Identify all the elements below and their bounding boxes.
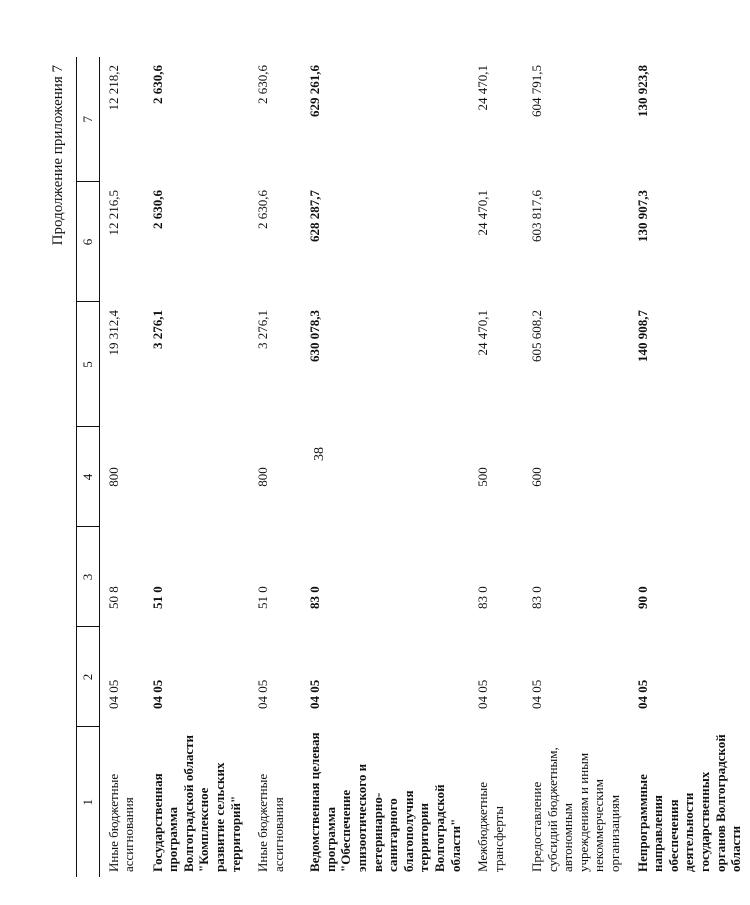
section-code: 04 05 [105,679,121,709]
budget-table [76,57,750,877]
section-code: 04 05 [307,679,323,709]
amount-col7: 2 630,6 [149,65,165,104]
column-header-6: 6 [77,182,100,302]
section-code: 04 05 [475,679,491,709]
expense-type [301,427,469,527]
table-row [249,57,301,877]
appendix-label: Продолжение приложения 7 [50,65,66,246]
amount-col7: 12 218,2 [105,65,121,111]
expense-type [629,427,750,527]
amount-col6: 12 216,5 [105,190,121,236]
row-name: Государственная программа Волгоградской области "Комплексное развитие сельских территорий" [149,734,243,872]
table-row [629,57,750,877]
expense-type: 800 [255,467,271,487]
amount-col5: 19 312,4 [105,310,121,356]
page-number: 38 [312,447,327,461]
row-name: Иные бюджетные ассигнования [105,773,137,872]
amount-col5: 140 908,7 [634,310,650,362]
expense-type: 600 [529,467,545,487]
table-row [144,57,250,877]
amount-col6: 628 287,7 [307,190,323,242]
amount-col5: 24 470,1 [475,310,491,356]
target-code: 51 0 [149,586,165,609]
amount-col5: 605 608,2 [529,310,545,362]
row-name: Непрограммные направления обеспечения деятельности государственных органов Волгоградской области [634,734,744,872]
amount-col6: 24 470,1 [475,190,491,236]
row-name: Ведомственная целевая программа "Обеспечение эпизоотического и ветеринарно-санитарного благополучия территории Волгоградской области" [307,732,463,872]
column-header-3: 3 [77,527,100,627]
amount-col6: 603 817,6 [529,190,545,242]
amount-col6: 2 630,6 [149,190,165,229]
amount-col5: 3 276,1 [149,310,165,349]
target-code: 83 0 [529,586,545,609]
expense-type [144,427,250,527]
column-header-4: 4 [77,427,100,527]
row-name: Предоставление субсидий бюджетным, автономным учреждениям и иным некоммерческим организациям [529,747,623,872]
amount-col5: 630 078,3 [307,310,323,362]
amount-col5: 3 276,1 [255,310,271,349]
target-code: 51 0 [255,586,271,609]
column-header-1: 1 [77,727,100,877]
table-row [301,57,469,877]
table-row [99,57,144,877]
amount-col6: 130 907,3 [634,190,650,242]
target-code: 90 0 [634,586,650,609]
target-code: 83 0 [475,586,491,609]
amount-col7: 604 791,5 [529,65,545,117]
amount-col7: 2 630,6 [255,65,271,104]
column-header-2: 2 [77,627,100,727]
row-name: Иные бюджетные ассигнования [255,773,286,872]
table-header-row [77,57,100,877]
amount-col6: 2 630,6 [255,190,271,229]
document-body [40,45,744,885]
target-code: 83 0 [307,586,323,609]
section-code: 04 05 [149,679,165,709]
row-name: Межбюджетные трансферты [475,782,506,872]
amount-col7: 24 470,1 [475,65,491,111]
expense-type: 800 [105,467,121,487]
section-code: 04 05 [634,679,650,709]
table-row [523,57,629,877]
amount-col7: 130 923,8 [634,65,650,117]
expense-type: 500 [475,467,491,487]
section-code: 04 05 [255,679,271,709]
amount-col7: 629 261,6 [307,65,323,117]
table-row [469,57,523,877]
target-code: 50 8 [105,586,121,609]
section-code: 04 05 [529,679,545,709]
column-header-5: 5 [77,302,100,427]
column-header-7: 7 [77,57,100,182]
